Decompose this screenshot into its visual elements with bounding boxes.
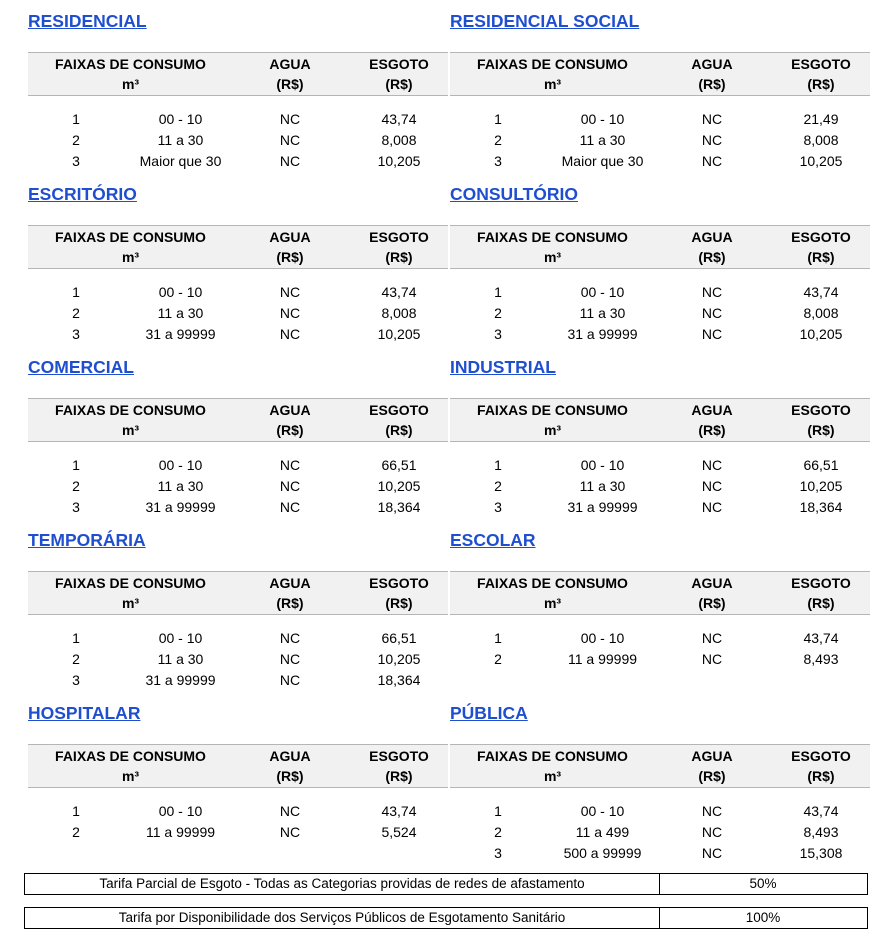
header-agua-currency: (R$) bbox=[698, 768, 726, 784]
table-row bbox=[450, 476, 870, 497]
footer-row-partial-tariff bbox=[24, 873, 868, 895]
header-unit: m³ bbox=[543, 76, 562, 92]
tier-number: 1 bbox=[72, 630, 80, 646]
header-esgoto-currency: (R$) bbox=[807, 76, 835, 92]
sewage-value: 10,205 bbox=[377, 326, 421, 342]
sewage-value: 18,364 bbox=[799, 499, 843, 515]
header-unit: m³ bbox=[121, 768, 140, 784]
consumption-range: 00 - 10 bbox=[158, 803, 203, 819]
water-value: NC bbox=[279, 651, 301, 667]
table-row bbox=[28, 455, 448, 476]
consumption-range: 31 a 99999 bbox=[145, 672, 216, 688]
tier-number: 1 bbox=[494, 284, 502, 300]
header-faixas: FAIXAS DE CONSUMO bbox=[55, 402, 206, 418]
consumption-range: 00 - 10 bbox=[158, 284, 203, 300]
section-title: ESCRITÓRIO bbox=[28, 184, 137, 204]
consumption-range: 00 - 10 bbox=[158, 111, 203, 127]
consumption-range: 11 a 30 bbox=[157, 478, 204, 494]
sewage-value: 18,364 bbox=[377, 672, 421, 688]
sewage-value: 43,74 bbox=[803, 803, 839, 819]
water-value: NC bbox=[279, 672, 301, 688]
header-faixas: FAIXAS DE CONSUMO bbox=[477, 748, 628, 764]
water-value: NC bbox=[701, 824, 723, 840]
tier-number: 3 bbox=[72, 499, 80, 515]
header-esgoto-currency: (R$) bbox=[807, 249, 835, 265]
water-value: NC bbox=[701, 845, 723, 861]
section-title: RESIDENCIAL bbox=[28, 11, 147, 31]
sewage-value: 10,205 bbox=[377, 153, 421, 169]
tier-number: 3 bbox=[72, 153, 80, 169]
header-faixas: FAIXAS DE CONSUMO bbox=[55, 575, 206, 591]
sewage-value: 66,51 bbox=[803, 457, 839, 473]
table-row bbox=[450, 455, 870, 476]
tier-number: 3 bbox=[494, 326, 502, 342]
sewage-value: 10,205 bbox=[799, 153, 843, 169]
header-esgoto: ESGOTO bbox=[369, 575, 429, 591]
header-agua: AGUA bbox=[269, 229, 311, 245]
table-row bbox=[450, 151, 870, 172]
header-agua: AGUA bbox=[269, 56, 311, 72]
tier-number: 2 bbox=[72, 478, 80, 494]
header-agua: AGUA bbox=[269, 402, 311, 418]
sewage-value: 10,205 bbox=[799, 478, 843, 494]
table-header bbox=[28, 52, 448, 96]
consumption-range: 500 a 99999 bbox=[563, 845, 642, 861]
water-value: NC bbox=[279, 803, 301, 819]
water-value: NC bbox=[279, 284, 301, 300]
header-esgoto: ESGOTO bbox=[791, 229, 851, 245]
header-esgoto-currency: (R$) bbox=[385, 595, 413, 611]
consumption-range: 11 a 30 bbox=[157, 305, 204, 321]
water-value: NC bbox=[279, 305, 301, 321]
tier-number: 3 bbox=[494, 499, 502, 515]
sewage-value: 18,364 bbox=[377, 499, 421, 515]
table-header bbox=[28, 225, 448, 269]
header-agua: AGUA bbox=[269, 575, 311, 591]
header-agua-currency: (R$) bbox=[276, 595, 304, 611]
sewage-value: 66,51 bbox=[381, 630, 417, 646]
tier-number: 1 bbox=[494, 457, 502, 473]
section-title: INDUSTRIAL bbox=[450, 357, 556, 377]
tier-number: 1 bbox=[494, 111, 502, 127]
header-unit: m³ bbox=[121, 595, 140, 611]
section-title: TEMPORÁRIA bbox=[28, 530, 146, 550]
consumption-range: 11 a 30 bbox=[579, 478, 626, 494]
consumption-range: 00 - 10 bbox=[580, 111, 625, 127]
header-esgoto-currency: (R$) bbox=[385, 422, 413, 438]
table-row bbox=[28, 476, 448, 497]
sewage-value: 8,493 bbox=[803, 824, 839, 840]
header-esgoto-currency: (R$) bbox=[385, 76, 413, 92]
consumption-range: 31 a 99999 bbox=[145, 499, 216, 515]
sewage-value: 10,205 bbox=[799, 326, 843, 342]
section-title: PÚBLICA bbox=[450, 703, 528, 723]
section-title: ESCOLAR bbox=[450, 530, 536, 550]
consumption-range: 00 - 10 bbox=[158, 630, 203, 646]
header-agua: AGUA bbox=[691, 56, 733, 72]
tier-number: 3 bbox=[494, 153, 502, 169]
section-title: COMERCIAL bbox=[28, 357, 134, 377]
header-esgoto-currency: (R$) bbox=[385, 249, 413, 265]
tier-number: 2 bbox=[494, 651, 502, 667]
sewage-value: 21,49 bbox=[803, 111, 839, 127]
sewage-value: 43,74 bbox=[803, 630, 839, 646]
footer-row-availability-tariff bbox=[24, 907, 868, 929]
header-esgoto-currency: (R$) bbox=[807, 768, 835, 784]
table-row bbox=[28, 282, 448, 303]
sewage-value: 5,524 bbox=[381, 824, 417, 840]
water-value: NC bbox=[279, 499, 301, 515]
consumption-range: 31 a 99999 bbox=[567, 499, 638, 515]
table-row bbox=[28, 628, 448, 649]
header-esgoto-currency: (R$) bbox=[385, 768, 413, 784]
header-esgoto: ESGOTO bbox=[791, 402, 851, 418]
table-row bbox=[28, 303, 448, 324]
header-esgoto-currency: (R$) bbox=[807, 595, 835, 611]
header-agua: AGUA bbox=[691, 402, 733, 418]
water-value: NC bbox=[279, 630, 301, 646]
consumption-range: 31 a 99999 bbox=[567, 326, 638, 342]
tier-number: 2 bbox=[72, 132, 80, 148]
header-faixas: FAIXAS DE CONSUMO bbox=[477, 229, 628, 245]
consumption-range: 00 - 10 bbox=[580, 284, 625, 300]
tier-number: 1 bbox=[494, 630, 502, 646]
water-value: NC bbox=[701, 651, 723, 667]
header-unit: m³ bbox=[543, 595, 562, 611]
header-agua-currency: (R$) bbox=[698, 76, 726, 92]
tier-number: 2 bbox=[494, 824, 502, 840]
water-value: NC bbox=[701, 111, 723, 127]
consumption-range: 11 a 99999 bbox=[567, 651, 638, 667]
header-esgoto: ESGOTO bbox=[369, 229, 429, 245]
water-value: NC bbox=[279, 132, 301, 148]
sewage-value: 8,008 bbox=[381, 132, 417, 148]
table-row bbox=[450, 649, 870, 670]
consumption-range: 11 a 30 bbox=[157, 132, 204, 148]
table-header bbox=[450, 571, 870, 615]
sewage-value: 8,008 bbox=[803, 132, 839, 148]
footer-label: Tarifa Parcial de Esgoto - Todas as Categorias providas de redes de afastamento bbox=[25, 874, 660, 894]
sewage-value: 43,74 bbox=[381, 284, 417, 300]
sewage-value: 8,008 bbox=[381, 305, 417, 321]
consumption-range: Maior que 30 bbox=[139, 153, 222, 169]
header-esgoto: ESGOTO bbox=[369, 56, 429, 72]
table-header bbox=[28, 571, 448, 615]
table-row bbox=[28, 801, 448, 822]
header-faixas: FAIXAS DE CONSUMO bbox=[477, 56, 628, 72]
table-row bbox=[28, 151, 448, 172]
header-unit: m³ bbox=[543, 768, 562, 784]
sewage-value: 10,205 bbox=[377, 478, 421, 494]
tier-number: 2 bbox=[494, 305, 502, 321]
tier-number: 3 bbox=[494, 845, 502, 861]
header-agua-currency: (R$) bbox=[698, 595, 726, 611]
water-value: NC bbox=[701, 153, 723, 169]
consumption-range: 11 a 499 bbox=[575, 824, 630, 840]
header-unit: m³ bbox=[543, 422, 562, 438]
header-esgoto-currency: (R$) bbox=[807, 422, 835, 438]
sewage-value: 15,308 bbox=[799, 845, 843, 861]
sewage-value: 43,74 bbox=[381, 111, 417, 127]
consumption-range: 11 a 30 bbox=[157, 651, 204, 667]
table-row bbox=[450, 303, 870, 324]
table-row bbox=[28, 649, 448, 670]
header-esgoto: ESGOTO bbox=[369, 402, 429, 418]
table-row bbox=[450, 109, 870, 130]
tier-number: 3 bbox=[72, 672, 80, 688]
water-value: NC bbox=[701, 630, 723, 646]
water-value: NC bbox=[701, 326, 723, 342]
header-agua: AGUA bbox=[691, 748, 733, 764]
header-faixas: FAIXAS DE CONSUMO bbox=[55, 748, 206, 764]
header-unit: m³ bbox=[121, 422, 140, 438]
header-esgoto: ESGOTO bbox=[791, 575, 851, 591]
table-row bbox=[28, 822, 448, 843]
water-value: NC bbox=[701, 478, 723, 494]
table-row bbox=[450, 628, 870, 649]
header-unit: m³ bbox=[543, 249, 562, 265]
water-value: NC bbox=[701, 803, 723, 819]
table-row bbox=[450, 282, 870, 303]
tier-number: 1 bbox=[72, 803, 80, 819]
header-agua-currency: (R$) bbox=[698, 422, 726, 438]
tier-number: 3 bbox=[72, 326, 80, 342]
consumption-range: 00 - 10 bbox=[580, 457, 625, 473]
section-title: HOSPITALAR bbox=[28, 703, 141, 723]
water-value: NC bbox=[279, 326, 301, 342]
consumption-range: Maior que 30 bbox=[561, 153, 644, 169]
header-faixas: FAIXAS DE CONSUMO bbox=[477, 402, 628, 418]
water-value: NC bbox=[279, 478, 301, 494]
consumption-range: 11 a 30 bbox=[579, 305, 626, 321]
tier-number: 2 bbox=[72, 824, 80, 840]
sewage-value: 43,74 bbox=[803, 284, 839, 300]
header-faixas: FAIXAS DE CONSUMO bbox=[55, 229, 206, 245]
tier-number: 2 bbox=[494, 132, 502, 148]
footer-label: Tarifa por Disponibilidade dos Serviços Públicos de Esgotamento Sanitário bbox=[25, 908, 660, 928]
header-agua: AGUA bbox=[269, 748, 311, 764]
water-value: NC bbox=[701, 499, 723, 515]
table-row bbox=[28, 497, 448, 518]
tier-number: 1 bbox=[72, 457, 80, 473]
water-value: NC bbox=[701, 284, 723, 300]
consumption-range: 31 a 99999 bbox=[145, 326, 216, 342]
sewage-value: 66,51 bbox=[381, 457, 417, 473]
header-unit: m³ bbox=[121, 76, 140, 92]
table-header bbox=[450, 225, 870, 269]
sewage-value: 8,008 bbox=[803, 305, 839, 321]
tier-number: 1 bbox=[72, 111, 80, 127]
footer-value: 100% bbox=[745, 910, 781, 925]
table-row bbox=[450, 843, 870, 864]
table-row bbox=[28, 670, 448, 691]
tier-number: 2 bbox=[494, 478, 502, 494]
table-header bbox=[450, 744, 870, 788]
sewage-value: 10,205 bbox=[377, 651, 421, 667]
water-value: NC bbox=[701, 305, 723, 321]
consumption-range: 11 a 30 bbox=[579, 132, 626, 148]
consumption-range: 00 - 10 bbox=[158, 457, 203, 473]
table-row bbox=[450, 324, 870, 345]
water-value: NC bbox=[279, 111, 301, 127]
header-esgoto: ESGOTO bbox=[791, 748, 851, 764]
header-agua-currency: (R$) bbox=[276, 422, 304, 438]
header-agua-currency: (R$) bbox=[698, 249, 726, 265]
tier-number: 1 bbox=[72, 284, 80, 300]
section-title: CONSULTÓRIO bbox=[450, 184, 579, 204]
water-value: NC bbox=[701, 457, 723, 473]
water-value: NC bbox=[279, 457, 301, 473]
header-faixas: FAIXAS DE CONSUMO bbox=[55, 56, 206, 72]
water-value: NC bbox=[701, 132, 723, 148]
tier-number: 2 bbox=[72, 651, 80, 667]
table-row bbox=[450, 822, 870, 843]
header-agua: AGUA bbox=[691, 229, 733, 245]
sewage-value: 8,493 bbox=[803, 651, 839, 667]
header-unit: m³ bbox=[121, 249, 140, 265]
tier-number: 1 bbox=[494, 803, 502, 819]
header-faixas: FAIXAS DE CONSUMO bbox=[477, 575, 628, 591]
water-value: NC bbox=[279, 153, 301, 169]
header-agua-currency: (R$) bbox=[276, 249, 304, 265]
footer-value: 50% bbox=[749, 876, 777, 891]
table-header bbox=[28, 744, 448, 788]
table-header bbox=[450, 52, 870, 96]
consumption-range: 00 - 10 bbox=[580, 630, 625, 646]
header-agua-currency: (R$) bbox=[276, 76, 304, 92]
table-header bbox=[450, 398, 870, 442]
consumption-range: 00 - 10 bbox=[580, 803, 625, 819]
table-row bbox=[28, 109, 448, 130]
table-row bbox=[450, 801, 870, 822]
table-header bbox=[28, 398, 448, 442]
tier-number: 2 bbox=[72, 305, 80, 321]
table-row bbox=[450, 497, 870, 518]
section-title: RESIDENCIAL SOCIAL bbox=[450, 11, 640, 31]
sewage-value: 43,74 bbox=[381, 803, 417, 819]
header-esgoto: ESGOTO bbox=[791, 56, 851, 72]
consumption-range: 11 a 99999 bbox=[145, 824, 216, 840]
table-row bbox=[28, 130, 448, 151]
table-row bbox=[450, 130, 870, 151]
header-esgoto: ESGOTO bbox=[369, 748, 429, 764]
header-agua-currency: (R$) bbox=[276, 768, 304, 784]
water-value: NC bbox=[279, 824, 301, 840]
table-row bbox=[28, 324, 448, 345]
header-agua: AGUA bbox=[691, 575, 733, 591]
